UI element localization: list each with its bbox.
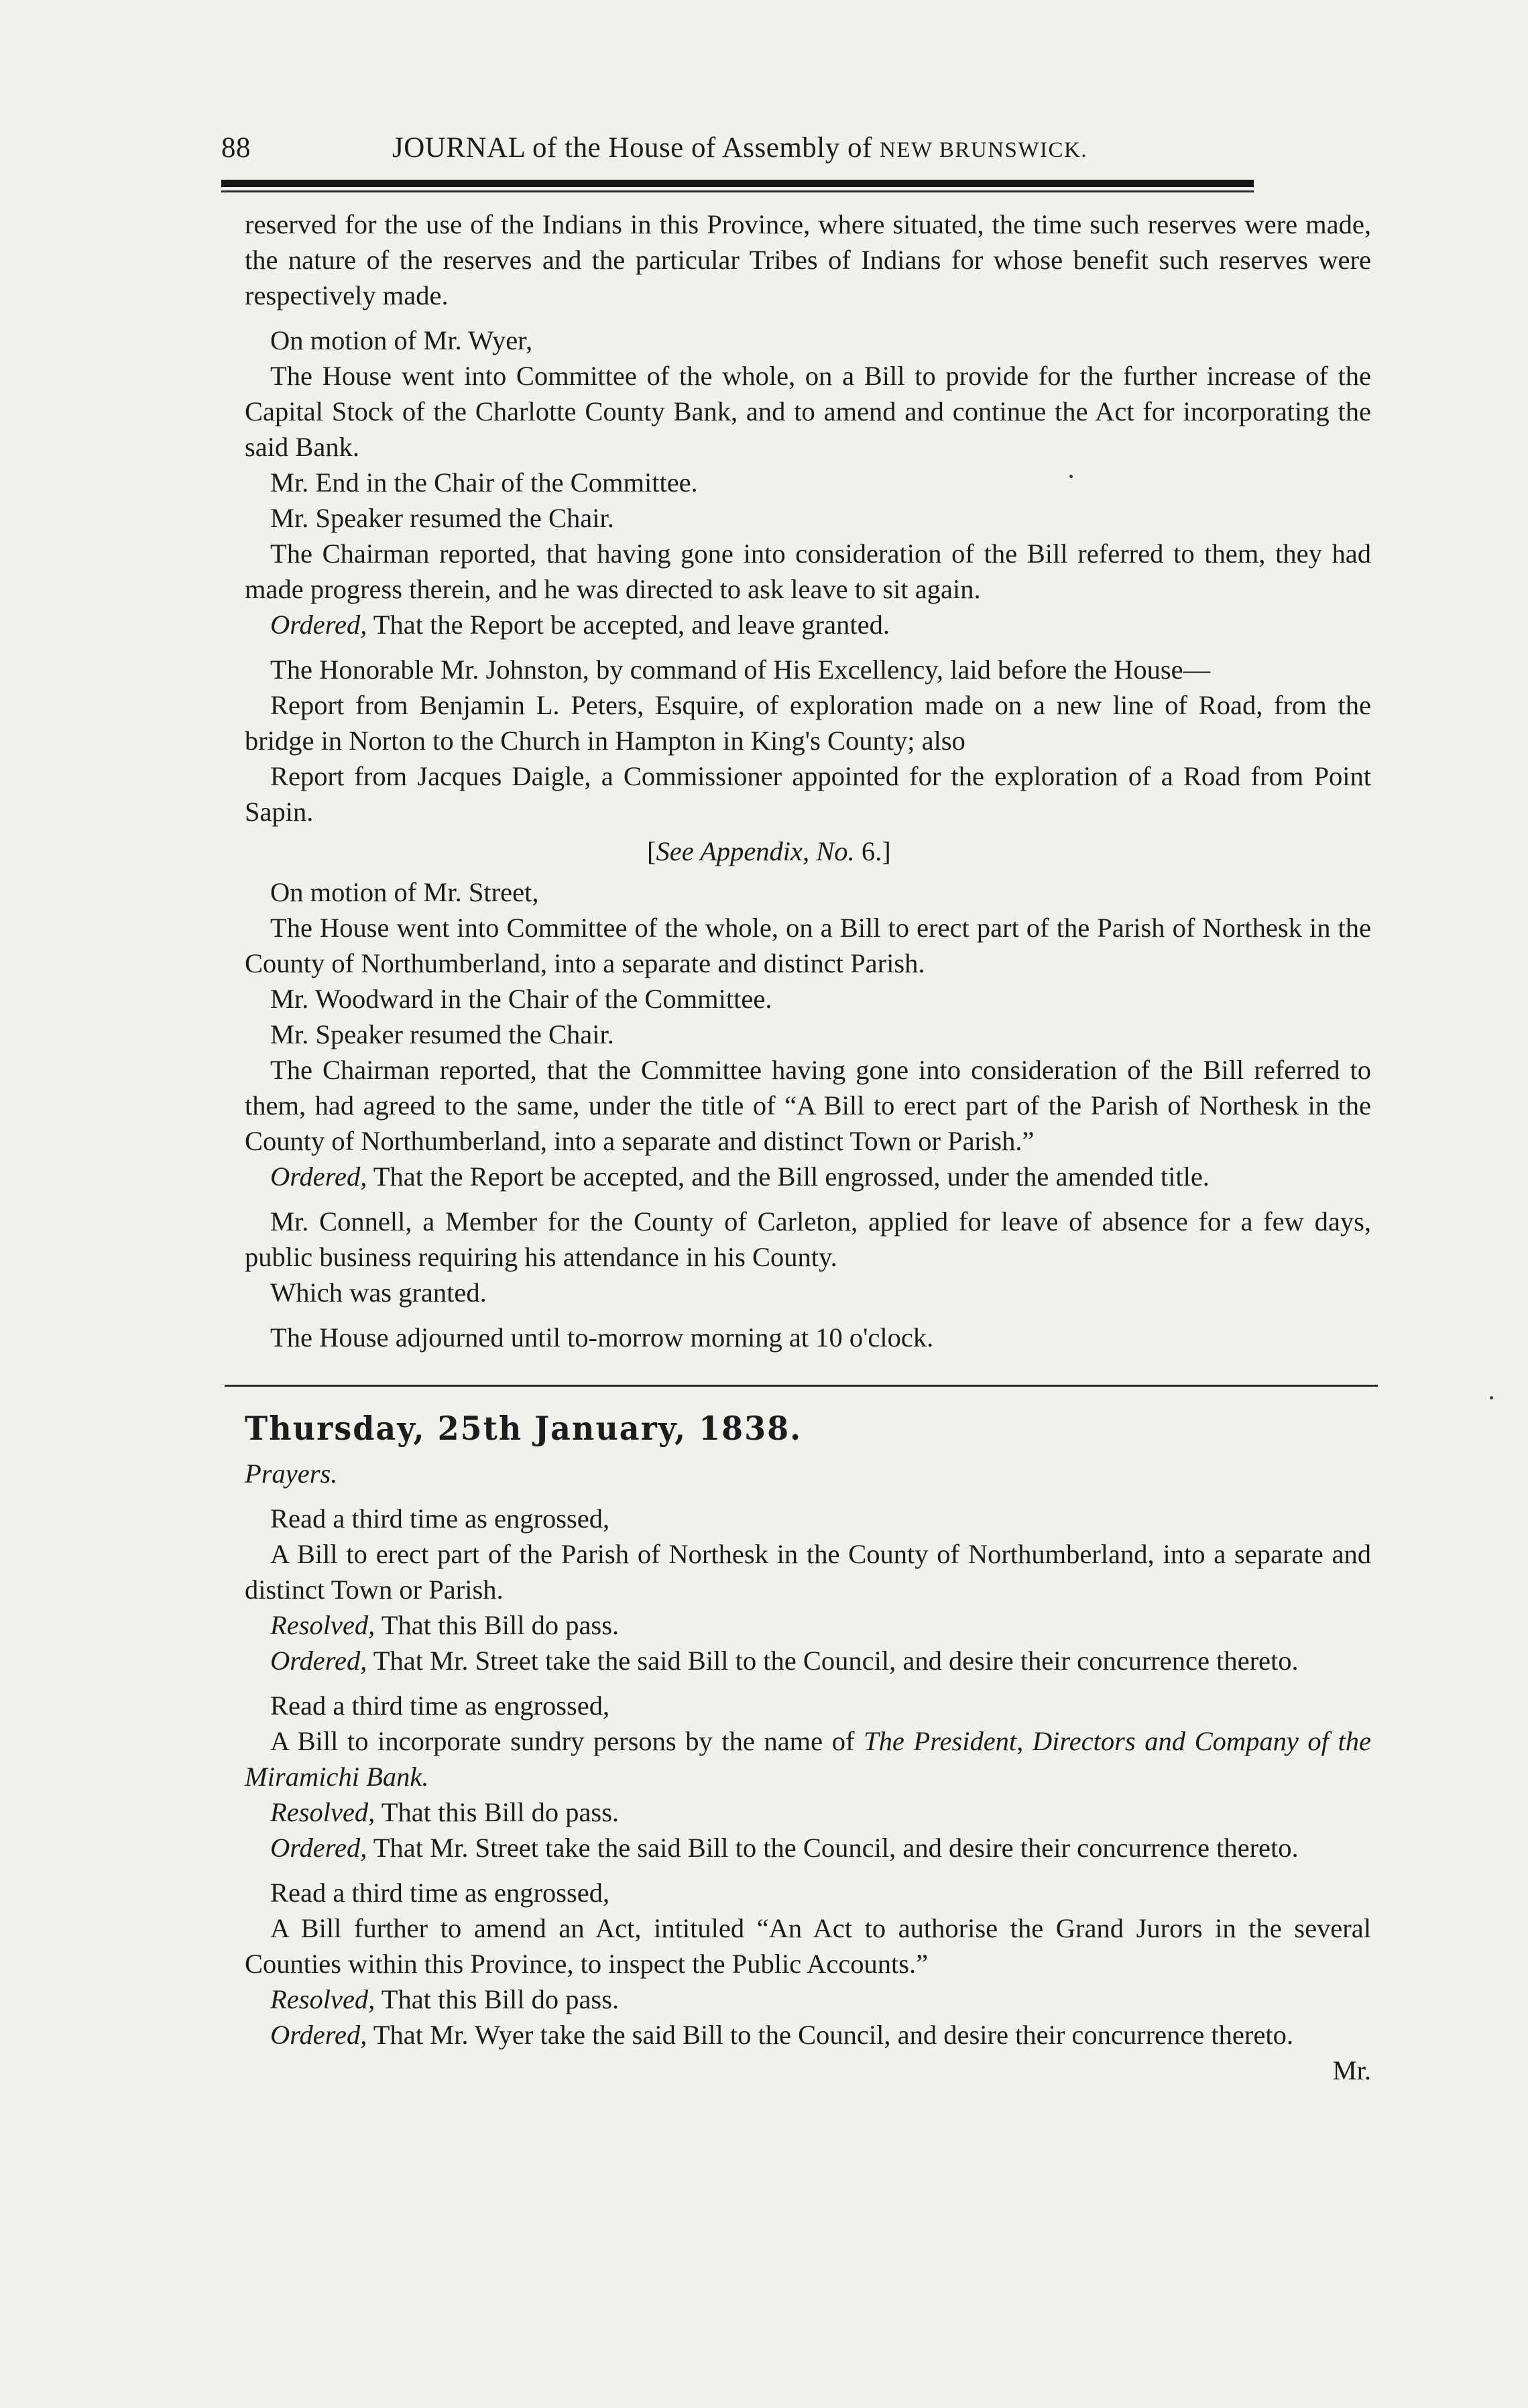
- paragraph-peters-report: Report from Benjamin L. Peters, Esquire, of exploration made on a new line of Road, from the bridge in Norton to the Church in Hampton in King's County; also: [245, 690, 1371, 756]
- ink-speck: [1069, 475, 1073, 478]
- bill2-title-italic: The President, Directors and Company of the Miramichi Bank.: [245, 1726, 1372, 1792]
- paragraph-chairman-report-2: The Chairman reported, that the Committee having gone into consideration of the Bill referred to them, had agreed to the same, under the title of “A Bill to erect part of the Parish of Northesk in the County of Northumberland, into a separate and distinct Town or Parish.”: [245, 1055, 1371, 1156]
- ordered-label: Ordered,: [270, 1646, 367, 1676]
- section-separator: [225, 1385, 1378, 1387]
- ordered-text: That the Report be accepted, and leave granted.: [367, 610, 890, 640]
- header-rule-thick: [221, 180, 1254, 187]
- bill1-read-third: Read a third time as engrossed,: [270, 1503, 610, 1534]
- appendix-reference: [245, 834, 1371, 869]
- paragraph-ordered-1: [245, 607, 1371, 642]
- header-rule-thin: [221, 190, 1254, 192]
- bill2-ordered: [245, 1830, 1371, 1866]
- prayers-label: [245, 1456, 1371, 1491]
- running-title-main: JOURNAL of the House of Assembly of: [392, 132, 880, 164]
- paragraph-johnston-command: The Honorable Mr. Johnston, by command of His Excellency, laid before the House—: [270, 654, 1211, 685]
- paragraph-leave-granted: Which was granted.: [270, 1277, 487, 1308]
- ordered-label: Ordered,: [270, 2020, 367, 2050]
- ordered-label: Ordered,: [270, 1833, 367, 1863]
- resolved-label: Resolved,: [270, 1797, 375, 1827]
- resolved-text: That this Bill do pass.: [375, 1984, 620, 2014]
- ordered-label: Ordered,: [270, 610, 367, 640]
- ink-speck: [1490, 1396, 1493, 1399]
- resolved-label: Resolved,: [270, 1610, 375, 1640]
- paragraph-speaker-resumed-2: Mr. Speaker resumed the Chair.: [270, 1019, 614, 1049]
- resolved-text: That this Bill do pass.: [375, 1797, 620, 1827]
- bill2-resolved: [245, 1794, 1371, 1830]
- journal-body: [245, 207, 1371, 2088]
- catchword-line: [245, 2053, 1371, 2088]
- ordered-text: That the Report be accepted, and the Bill engrossed, under the amended title.: [367, 1161, 1210, 1192]
- paragraph-adjourned: The House adjourned until to-morrow morning at 10 o'clock.: [270, 1322, 934, 1353]
- ordered-text: That Mr. Street take the said Bill to the Council, and desire their concurrence thereto.: [367, 1646, 1299, 1676]
- paragraph-chair-end: Mr. End in the Chair of the Committee.: [270, 467, 698, 498]
- bill3-read-third: Read a third time as engrossed,: [270, 1878, 610, 1908]
- resolved-text: That this Bill do pass.: [375, 1610, 620, 1640]
- prayers-text: Prayers.: [245, 1458, 338, 1489]
- ordered-text: That Mr. Street take the said Bill to the Council, and desire their concurrence thereto.: [367, 1833, 1299, 1863]
- bill1-title: A Bill to erect part of the Parish of Northesk in the County of Northumberland, into a separate and distinct Town or Parish.: [245, 1539, 1371, 1605]
- page-number: 88: [221, 132, 251, 164]
- appendix-number: 6.]: [854, 836, 891, 866]
- paragraph-northesk-bill: The House went into Committee of the whole, on a Bill to erect part of the Parish of Northesk in the County of Northumberland, into a separate and distinct Parish.: [245, 913, 1371, 978]
- paragraph-motion-wyer: On motion of Mr. Wyer,: [270, 325, 533, 355]
- paragraph-chair-woodward: Mr. Woodward in the Chair of the Committee.: [270, 984, 772, 1014]
- paragraph-chairman-report-1: The Chairman reported, that having gone into consideration of the Bill referred to them, they had made progress therein, and he was directed to ask leave to sit again.: [245, 538, 1371, 604]
- bill1-ordered: [245, 1643, 1371, 1678]
- paragraph-charlotte-bank-bill: The House went into Committee of the whole, on a Bill to provide for the further increase of the Capital Stock of the Charlotte County Bank, and to amend and continue the Act for incorporating the said Bank.: [245, 361, 1371, 462]
- bill1-resolved: [245, 1607, 1371, 1643]
- bill3-resolved: [245, 1982, 1371, 2017]
- appendix-bracket: [: [647, 836, 656, 866]
- ordered-text: That Mr. Wyer take the said Bill to the Council, and desire their concurrence thereto.: [367, 2020, 1293, 2050]
- day-heading: Thursday, 25th January, 1838.: [245, 1409, 803, 1448]
- page-header: [221, 131, 1254, 172]
- paragraph-speaker-resumed-1: Mr. Speaker resumed the Chair.: [270, 503, 614, 533]
- running-title-province: NEW BRUNSWICK.: [880, 138, 1088, 162]
- paragraph-indian-reserves: reserved for the use of the Indians in this Province, where situated, the time such reserves were made, the nature of the reserves and the particular Tribes of Indians for whose benefit such reserves were respectively made.: [245, 209, 1371, 310]
- paragraph-ordered-2: [245, 1159, 1371, 1194]
- paragraph-connell-leave: Mr. Connell, a Member for the County of Carleton, applied for leave of absence for a few days, public business requiring his attendance in his County.: [245, 1206, 1371, 1272]
- paragraph-motion-street: On motion of Mr. Street,: [270, 877, 539, 907]
- bill2-title: [245, 1723, 1371, 1794]
- ordered-label: Ordered,: [270, 1161, 367, 1192]
- paragraph-daigle-report: Report from Jacques Daigle, a Commissioner appointed for the exploration of a Road from Point Sapin.: [245, 761, 1371, 827]
- resolved-label: Resolved,: [270, 1984, 375, 2014]
- appendix-label: See Appendix, No.: [656, 836, 855, 866]
- catchword: Mr.: [1332, 2055, 1371, 2085]
- bill2-read-third: Read a third time as engrossed,: [270, 1690, 610, 1721]
- bill3-ordered: [245, 2017, 1371, 2053]
- running-title: [392, 131, 1088, 164]
- bill3-title: A Bill further to amend an Act, intituled “An Act to authorise the Grand Jurors in the several Counties within this Province, to inspect the Public Accounts.”: [245, 1913, 1371, 1979]
- bill2-title-text: A Bill to incorporate sundry persons by the name of: [270, 1726, 864, 1756]
